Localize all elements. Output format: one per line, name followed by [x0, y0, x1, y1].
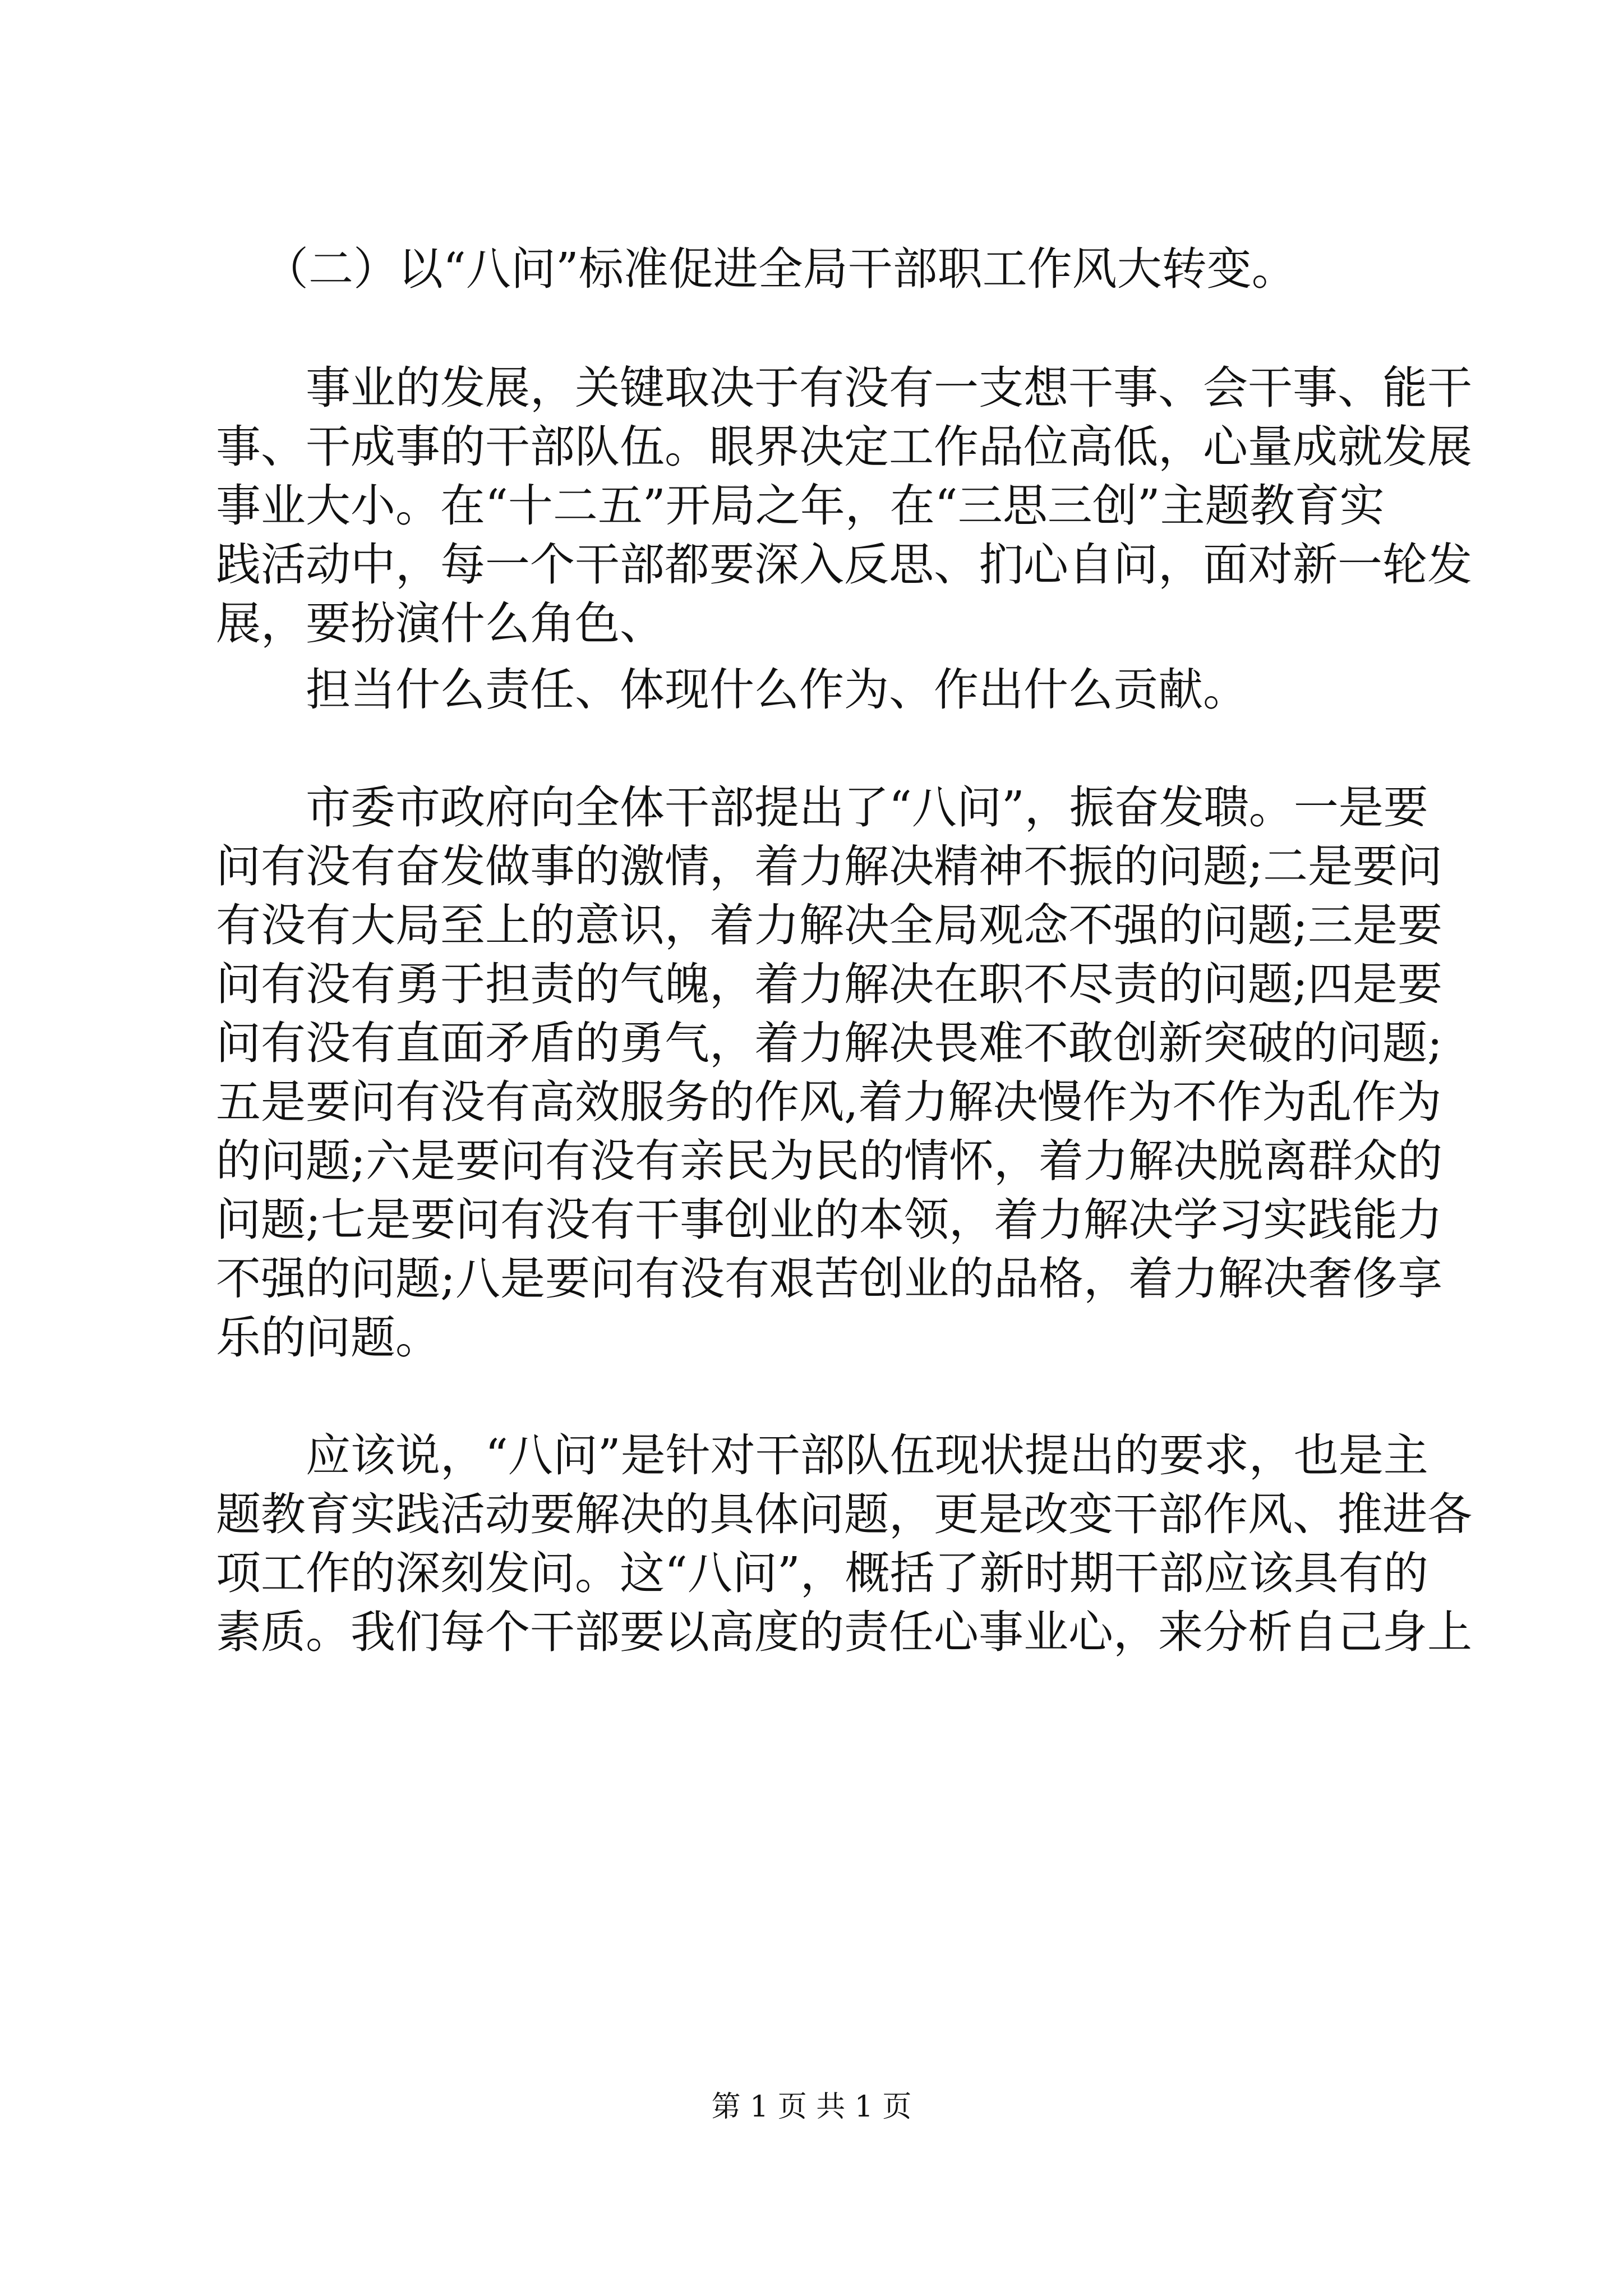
paragraph-line: 应该说，“八问”是针对干部队伍现状提出的要求，也是主 — [306, 1429, 1428, 1481]
paragraph-line: 题教育实践活动要解决的具体问题，更是改变干部作风、推进各 — [216, 1488, 1472, 1540]
paragraph-line: 问有没有奋发做事的激情，着力解决精神不振的问题;二是要问 — [216, 840, 1442, 892]
paragraph-line: 问题;七是要问有没有干事创业的本领，着力解决学习实践能力 — [216, 1194, 1442, 1246]
paragraph-line: 不强的问题;八是要问有没有艰苦创业的品格，着力解决奢侈享 — [216, 1253, 1442, 1305]
paragraph-line: 的问题;六是要问有没有亲民为民的情怀，着力解决脱离群众的 — [216, 1135, 1442, 1187]
paragraph-line: 乐的问题。 — [216, 1312, 440, 1364]
paragraph-line: 担当什么责任、体现什么作为、作出什么贡献。 — [306, 664, 1248, 716]
section-heading: （二）以“八问”标准促进全局干部职工作风大转变。 — [264, 243, 1297, 295]
page-footer: 第 1 页 共 1 页 — [711, 2090, 912, 2124]
paragraph-line: 事业的发展，关键取决于有没有一支想干事、会干事、能干 — [306, 362, 1472, 414]
paragraph-line: 五是要问有没有高效服务的作风,着力解决慢作为不作为乱作为 — [216, 1076, 1442, 1128]
paragraph-line: 问有没有勇于担责的气魄，着力解决在职不尽责的问题;四是要 — [216, 958, 1442, 1010]
paragraph-line: 事业大小。在“十二五”开局之年，在“三思三创”主题教育实 — [216, 480, 1385, 532]
paragraph-line: 事、干成事的干部队伍。眼界决定工作品位高低，心量成就发展 — [216, 421, 1472, 473]
paragraph-line: 展，要扮演什么角色、 — [216, 597, 665, 650]
paragraph-line: 有没有大局至上的意识，着力解决全局观念不强的问题;三是要 — [216, 899, 1442, 951]
paragraph-line: 践活动中，每一个干部都要深入反思、扪心自问，面对新一轮发 — [216, 539, 1472, 591]
paragraph-line: 市委市政府向全体干部提出了“八问”，振奋发聩。一是要 — [306, 781, 1428, 834]
paragraph-line: 项工作的深刻发问。这“八问”，概括了新时期干部应该具有的 — [216, 1547, 1428, 1599]
paragraph-line: 素质。我们每个干部要以高度的责任心事业心，来分析自己身上 — [216, 1606, 1472, 1658]
paragraph-line: 问有没有直面矛盾的勇气，着力解决畏难不敢创新突破的问题; — [216, 1017, 1442, 1069]
